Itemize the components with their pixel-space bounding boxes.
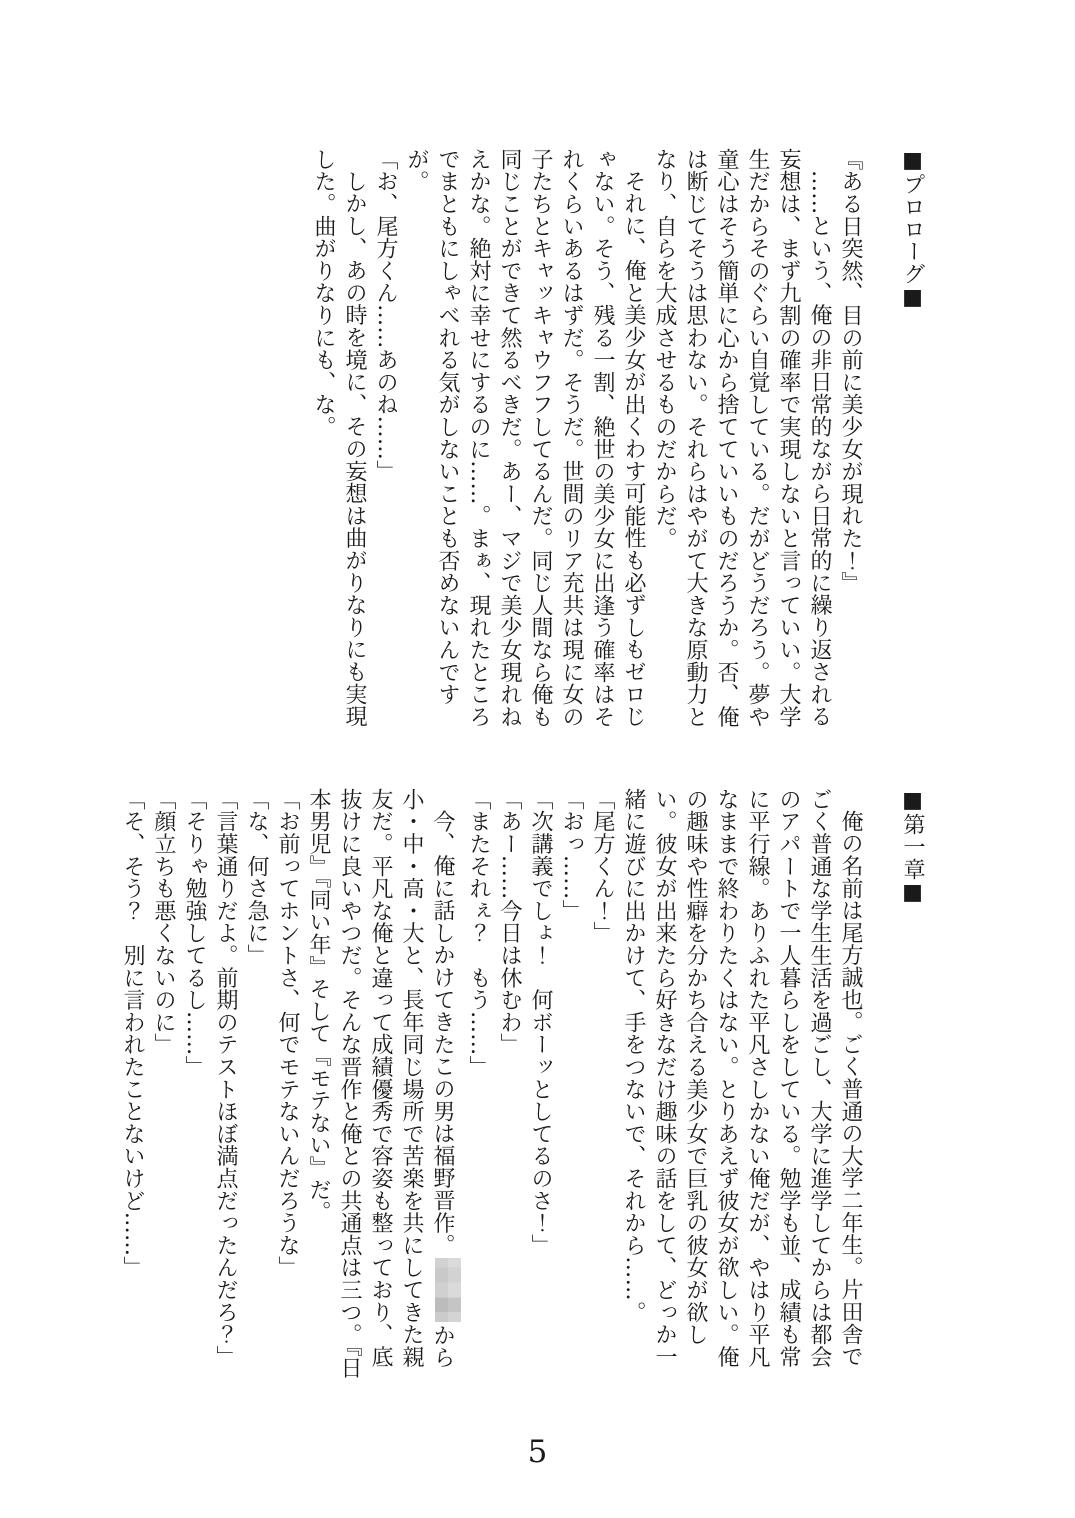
paragraph: 「言葉通りだよ。前期のテストほぼ満点だったんだろ？」 [213,788,238,1368]
paragraph: 「そ、そう？ 別に言われたことないけど……」 [120,788,145,1279]
page-number: 5 [527,1434,548,1470]
paragraph: 今、俺に話しかけてきたこの男は福野晋作。から小・中・高・大と、長年同じ場所で苦楽を共にしてきた親友だ。平凡な俺と違って成績優秀で容姿も整っており、底抜けに良いやつだ。そんな晋作と俺との共通点は三つ。『日本男児』『同い年』そして『モテない』だ。 [303,788,463,1386]
paragraph: 「そりゃ勉強してるし……」 [182,788,207,1078]
paragraph: 『ある日突然、目の前に美少女が現れた！』 [838,148,863,594]
prologue-heading: ■プロローグ■ [900,148,925,311]
paragraph: 「尾方くん！」 [590,788,615,945]
paragraph: ……という、俺の非日常的ながら日常的に繰り返される妄想は、まず九割の確率で実現しないと言っていい。大学生だからそのぐらい自覚している。だがどうだろう。夢や童心はそう簡単に心から捨てていいものだろうか。否、俺は断じてそうは思わない。それらはやがて大きな原動力となり、自らを大成させるものだからだ。 [652,148,832,728]
prologue-body [308,148,866,746]
paragraph: 「お前ってホントさ、何でモテないんだろうな」 [275,788,300,1279]
paragraph: 「お、尾方くん……あのね……」 [373,148,398,483]
prologue-section [308,148,928,746]
paragraph: しかし、あの時を境に、その妄想は曲がりなりにも実現した。曲がりなりにも、な。 [311,148,367,728]
paragraph: 「顔立ちも悪くないのに」 [151,788,176,1056]
paragraph: 「おっ……」 [559,788,584,922]
chapter-one-heading: ■第一章■ [900,788,925,906]
paragraph: 俺の名前は尾方誠也。ごく普通の大学二年生。片田舎でごく普通な学生生活を過ごし、大学に進学してからは都会のアパートで一人暮らしをしている。勉学も並、成績も常に平行線。ありふれた平凡さしかない俺だが、やはり平凡なままで終わりたくはない。とりあえず彼女が欲しい。俺の趣味や性癖を分かち合える美少女で巨乳の彼女が欲しい。彼女が出来たら好きなだけ趣味の話をして、どっか一緒に遊びに出かけて、手をつないで、それから……。 [621,788,863,1368]
paragraph: 「次講義でしょ！ 何ボーッとしてるのさ！」 [528,788,553,1257]
chapter-one-body [117,788,866,1386]
censored-text-mosaic [435,1258,461,1322]
paragraph: それに、俺と美少女が出くわす可能性も必ずしもゼロじゃない。そう、残る一割、絶世の美少女に出逢う確率はそれくらいあるはずだ。そうだ。世間のリア充共は現に女の子たちとキャッキャウフフしてるんだ。同じ人間なら俺も同じことができて然るべきだ。あー、マジで美少女現れねえかな。絶対に幸せにするのに……。まぁ、現れたところでまともにしゃべれる気がしないことも否めないんですが。 [404,148,646,728]
paragraph: 「な、何さ急に」 [244,788,269,967]
paragraph: 「あー……今日は休むわ」 [497,788,522,1056]
chapter-one-section [117,788,928,1386]
paragraph: 「またそれぇ？ もう……」 [466,788,491,1078]
